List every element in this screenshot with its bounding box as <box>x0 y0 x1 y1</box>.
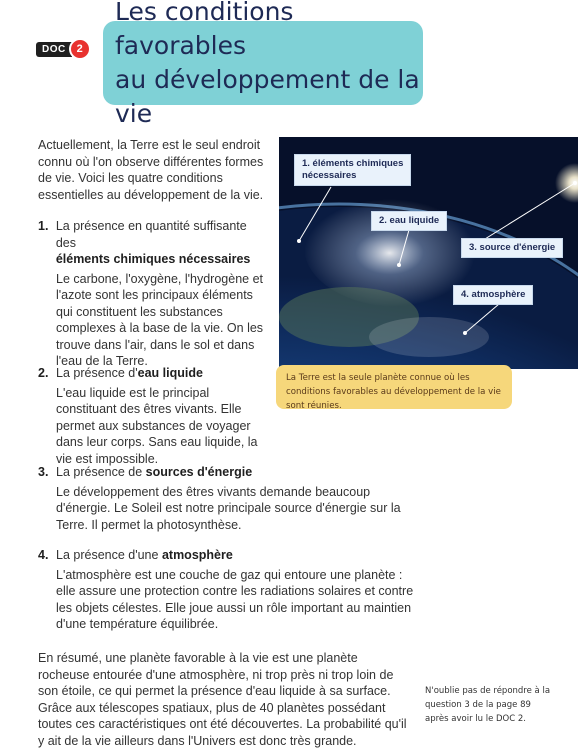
earth-illustration <box>279 137 578 369</box>
doc-number-badge: 2 <box>69 38 91 60</box>
condition-heading-text: La présence en quantité suffisante des <box>55 219 247 250</box>
condition-body: L'atmosphère est une couche de gaz qui entoure une planète : elle assure une protection contre les radiations solaires et contre les objets célestes. Elle joue aussi un rôle important au maintien d'une température équilibrée. <box>56 567 414 631</box>
annotation-liquid-water: 2. eau liquide <box>372 212 446 230</box>
doc-tag <box>36 38 91 60</box>
page-title: Les conditions favorables au développement de la vie <box>115 0 420 128</box>
condition-heading <box>38 547 418 564</box>
condition-number: 4. <box>38 548 49 562</box>
annotation-atmosphere: 4. atmosphère <box>454 286 532 304</box>
annotation-chemical-elements: 1. éléments chimiques nécessaires <box>295 155 410 185</box>
summary-paragraph: En résumé, une planète favorable à la vie est une planète rocheuse entourée d'une atmosphère, ni trop près ni trop loin de son étoile, ce qui permet la présence d'eau liquide à sa surface. Grâce aux télescopes spatiaux, plus de 40 planètes possédant toutes ces caractéristiques ont été découvertes. La probabilité qu'il y ait de la vie ailleurs dans l'Univers est donc très grande. <box>38 651 407 748</box>
condition-item-3 <box>38 464 418 533</box>
intro-paragraph: Actuellement, la Terre est le seul endroit connu où l'on observe différentes formes de vie. Voici les quatre conditions essentielles au développement de la vie. <box>38 138 264 202</box>
condition-heading-text: La présence de <box>56 465 146 479</box>
condition-heading-bold: atmosphère <box>161 548 233 562</box>
condition-heading-bold: éléments chimiques nécessaires <box>55 252 251 266</box>
doc-label: DOC <box>36 42 72 57</box>
side-note: N'oublie pas de répondre à la question 3 de la page 89 après avoir lu le DOC 2. <box>425 686 551 724</box>
condition-heading-bold: sources d'énergie <box>145 465 253 479</box>
condition-heading <box>38 365 308 382</box>
condition-heading <box>38 218 268 268</box>
title-box <box>103 0 423 128</box>
condition-number: 1. <box>38 219 49 233</box>
condition-item-4 <box>38 547 418 633</box>
condition-number: 2. <box>38 366 49 380</box>
condition-body: L'eau liquide est le principal constituant des êtres vivants. Elle permet aux substances de voyager dans leur corps. Sans eau liquide, la vie est impossible. <box>56 385 258 466</box>
condition-item-1 <box>38 218 268 370</box>
condition-heading-bold: eau liquide <box>137 366 203 380</box>
annotation-energy-source: 3. source d'énergie <box>462 239 562 257</box>
condition-heading-text: La présence d'une <box>56 548 162 562</box>
condition-item-2 <box>38 365 308 467</box>
condition-body: Le carbone, l'oxygène, l'hydrogène et l'azote sont les principaux éléments qui constituent les substances complexes à la base de la vie. On les trouve dans l'air, dans le sol et dans l'eau de la Terre. <box>56 271 264 368</box>
illustration-caption: La Terre est la seule planète connue où les conditions favorables au développement de la vie sont réunies. <box>276 365 512 409</box>
condition-body: Le développement des êtres vivants demande beaucoup d'énergie. Le Soleil est notre principale source d'énergie sur la Terre. Il permet la photosynthèse. <box>56 484 401 532</box>
condition-heading-text: La présence d' <box>56 366 138 380</box>
condition-number: 3. <box>38 465 49 479</box>
condition-heading <box>38 464 418 481</box>
